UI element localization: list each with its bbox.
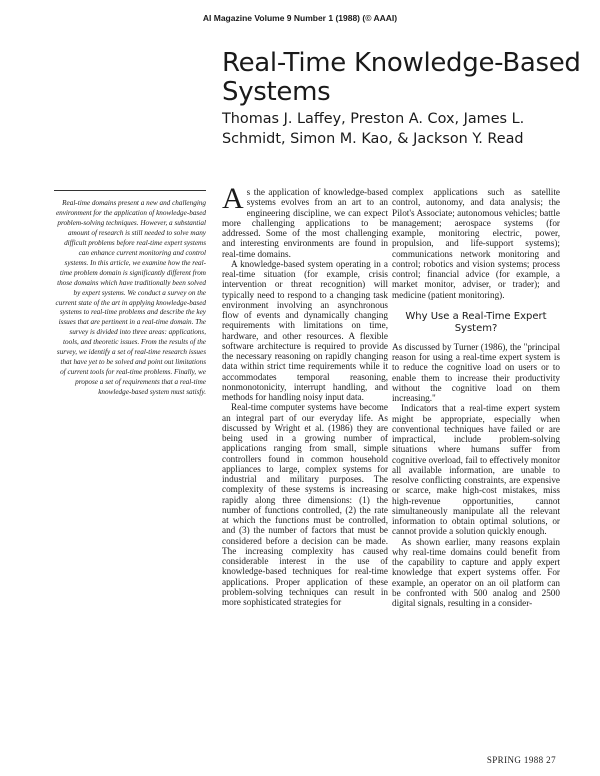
- paragraph-7: As shown earlier, many reasons explain why real-time domains could benefit from the capability to capture and apply expert knowledge that expert systems offer. For example, an operator on an oil platform can be confronted with 500 analog and 2500 digital signals, resulting in a consider-: [392, 536, 560, 608]
- paragraph-intro: [222, 182, 388, 259]
- page-footer: SPRING 1988 27: [486, 755, 556, 765]
- body-column-2: [392, 187, 560, 608]
- article-title: Real-Time Knowledge-Based Systems: [222, 48, 581, 107]
- paragraph-6: Indicators that a real-time expert system might be appropriate, especially when conventional techniques have failed or are impractical, include problem-solving situations where humans suffer from cognitive overload, fail to effectively monitor all available information, are unable to resolve conflicting constraints, are expensive or scarce, make high-cost mistakes, miss high-revenue opportunities, cannot simultaneously manipulate all the relevant information to obtain optimal solutions, or cannot provide a solution quickly enough.: [392, 403, 560, 537]
- drop-cap: A: [222, 182, 244, 215]
- paragraph-3: Real-time computer systems have become an integral part of our everyday life. As discussed by Wright et al. (1986) they are being used in a growing number of applications ranging from small, simple controllers found in common household appliances to large, complex systems for industrial and military purposes. The complexity of these systems is increasing rapidly along three dimensions: (1) the number of functions controlled, (2) the rate at which the functions must be controlled, and (3) the number of factors that must be considered before a decision can be made. The increasing complexity has caused considerable interest in the use of knowledge-based techniques for real-time applications. Proper application of these problem-solving techniques can result in more sophisticated strategies for: [222, 402, 388, 607]
- paragraph-4: complex applications such as satellite control, autonomy, and data analysis; the Pilot's Associate; autonomous vehicles; battle management; aerospace systems (for example, monitoring electric, power, propulsion, and life-support systems); communications network monitoring and control; robotics and vision systems; process control; financial advice (for example, a market monitor, adviser, or trader); and medicine (patient monitoring).: [392, 187, 560, 300]
- abstract: Real-time domains present a new and challenging environment for the application of knowledge-based problem-solving techniques. However, a substantial amount of research is still needed to solve many difficult problems before real-time expert systems can enhance current monitoring and control systems. In this article, we examine how the real-time problem domain is significantly different from those domains which have traditionally been solved by expert systems. We conduct a survey on the current state of the art in applying knowledge-based systems to real-time problems and describe the key issues that are pertinent in a real-time domain. The survey is divided into three areas: applications, tools, and theoretic issues. From the results of the survey, we identify a set of real-time research issues that have yet to be solved and point out limitations of current tools for real-time problems. Finally, we propose a set of requirements that a real-time knowledge-based system must satisfy.: [55, 199, 206, 397]
- abstract-rule: [54, 190, 206, 191]
- article-authors: Thomas J. Laffey, Preston A. Cox, James L. Schmidt, Simon M. Kao, & Jackson Y. Read: [222, 111, 525, 147]
- paragraph-5: As discussed by Turner (1986), the "principal reason for using a real-time expert system is to reduce the cognitive load on users or to enable them to increase their productivity without the cognitive load on them increasing.": [392, 341, 560, 403]
- paragraph-intro-text: s the application of knowledge-based systems evolves from an art to an engineering discipline, we can expect more challenging applications to be addressed. Some of the most challenging and interesting environments are found in real-time domains.: [222, 187, 388, 259]
- journal-header: AI Magazine Volume 9 Number 1 (1988) (© AAAI): [202, 13, 398, 23]
- body-column-1: [222, 182, 388, 607]
- paragraph-2: A knowledge-based system operating in a real-time situation (for example, crisis intervention or threat recognition) will typically need to respond to a changing task environment involving an asynchronous flow of events and dynamically changing requirements with limitations on time, hardware, and other resources. A flexible software architecture is required to provide the necessary reasoning on rapidly changing data within strict time requirements while it accommodates temporal reasoning, nonmonotonicity, interrupt handling, and methods for handling noisy input data.: [222, 258, 388, 402]
- section-heading: Why Use a Real-Time Expert System?: [405, 310, 547, 334]
